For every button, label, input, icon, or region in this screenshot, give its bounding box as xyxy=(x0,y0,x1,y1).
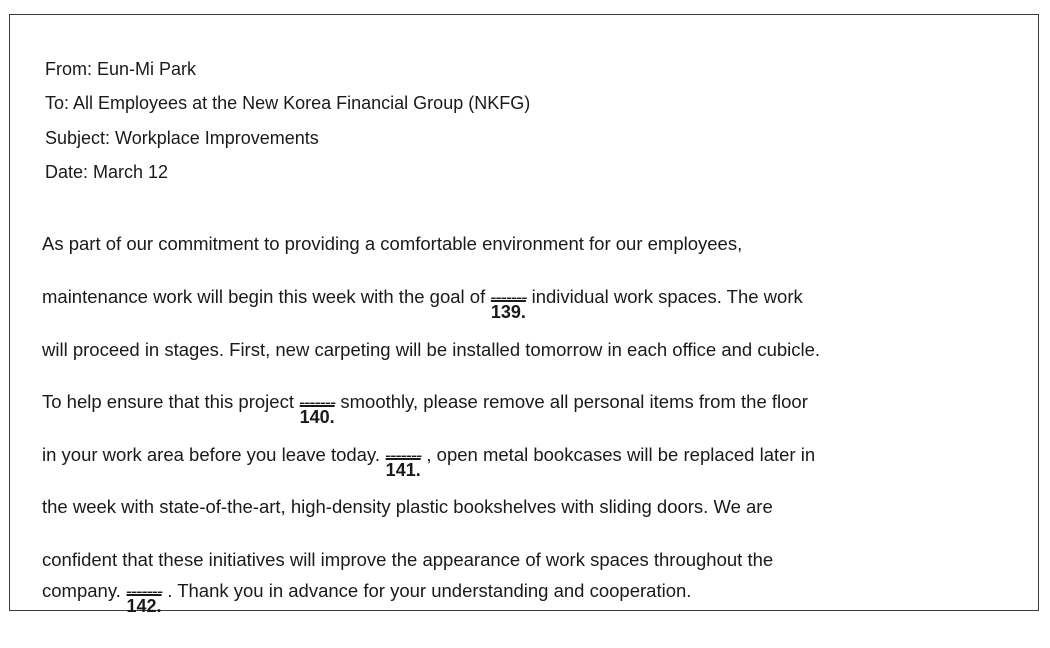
blank-140 xyxy=(299,391,336,427)
blank-142-dashes: ------- xyxy=(125,580,163,601)
body-line-2-end: individual work spaces. The work xyxy=(526,286,803,307)
blank-142 xyxy=(125,580,163,616)
body-line-5-end: , open metal bookcases will be replaced later in xyxy=(421,444,816,465)
blank-140-dashes: ------- xyxy=(299,391,336,412)
body-line-7: confident that these initiatives will improve the appearance of work spaces throughout the xyxy=(42,549,774,570)
blank-139 xyxy=(490,286,527,322)
body-line-4-start: To help ensure that this project xyxy=(42,391,300,412)
body-line-1: As part of our commitment to providing a comfortable environment for our employees, xyxy=(42,233,743,254)
body-line-3: will proceed in stages. First, new carpeting will be installed tomorrow in each office and cubicle. xyxy=(42,339,821,360)
body-line-6: the week with state-of-the-art, high-density plastic bookshelves with sliding doors. We are xyxy=(42,496,773,517)
body-line-2 xyxy=(42,286,803,322)
blank-139-dashes: ------- xyxy=(490,286,527,307)
memo-to: To: All Employees at the New Korea Financial Group (NKFG) xyxy=(45,93,531,113)
question-number-140: 140. xyxy=(299,407,335,427)
question-number-141: 141. xyxy=(385,460,421,480)
memo-date: Date: March 12 xyxy=(45,162,169,182)
body-line-8-end: . Thank you in advance for your understanding and cooperation. xyxy=(162,580,692,601)
blank-141-dashes: ------- xyxy=(385,444,422,465)
memo-from: From: Eun-Mi Park xyxy=(45,59,197,79)
body-line-8 xyxy=(42,580,692,616)
question-number-139: 139. xyxy=(490,302,526,322)
body-line-4 xyxy=(42,391,808,427)
question-number-142: 142. xyxy=(126,596,162,616)
memo-subject: Subject: Workplace Improvements xyxy=(45,128,319,148)
body-line-5-start: in your work area before you leave today. xyxy=(42,444,386,465)
body-line-8-start: company. xyxy=(42,580,126,601)
body-line-5 xyxy=(42,444,816,480)
body-line-2-start: maintenance work will begin this week with the goal of xyxy=(42,286,491,307)
body-line-4-end: smoothly, please remove all personal items from the floor xyxy=(335,391,808,412)
blank-141 xyxy=(385,444,422,480)
